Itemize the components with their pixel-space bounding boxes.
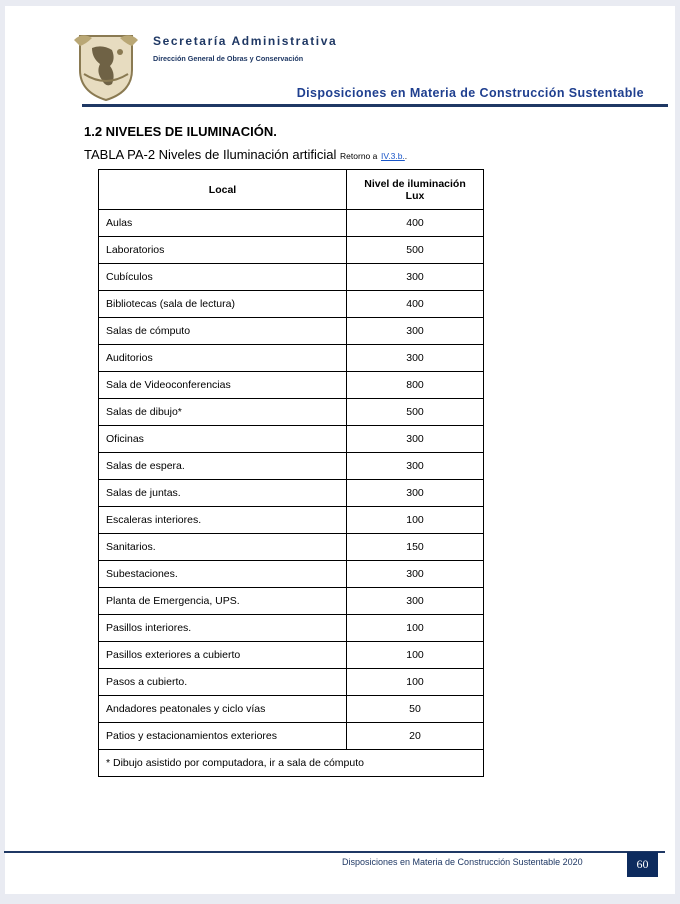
cell-local: Bibliotecas (sala de lectura) — [99, 291, 347, 318]
table-row — [99, 723, 484, 750]
cell-local: Pasillos interiores. — [99, 615, 347, 642]
table-header-row — [99, 170, 484, 210]
table-row — [99, 291, 484, 318]
table-row — [99, 642, 484, 669]
footer-text: Disposiciones en Materia de Construcción Sustentable 2020 — [342, 857, 583, 867]
cell-local: Oficinas — [99, 426, 347, 453]
table-row — [99, 669, 484, 696]
table-footnote: * Dibujo asistido por computadora, ir a sala de cómputo — [99, 750, 484, 777]
cell-lux: 20 — [347, 723, 484, 750]
table-row — [99, 237, 484, 264]
cell-lux: 400 — [347, 210, 484, 237]
cell-local: Cubículos — [99, 264, 347, 291]
cell-lux: 50 — [347, 696, 484, 723]
table-row — [99, 372, 484, 399]
cell-local: Planta de Emergencia, UPS. — [99, 588, 347, 615]
cell-lux: 300 — [347, 480, 484, 507]
table-row — [99, 318, 484, 345]
cell-lux: 100 — [347, 615, 484, 642]
caption-text: TABLA PA-2 Niveles de Iluminación artificial — [84, 147, 337, 162]
cell-local: Salas de cómputo — [99, 318, 347, 345]
cell-lux: 500 — [347, 237, 484, 264]
table-row — [99, 561, 484, 588]
table-row — [99, 534, 484, 561]
cell-local: Salas de juntas. — [99, 480, 347, 507]
table-row — [99, 210, 484, 237]
cell-local: Sanitarios. — [99, 534, 347, 561]
cell-lux: 300 — [347, 264, 484, 291]
cell-lux: 100 — [347, 507, 484, 534]
table-row — [99, 480, 484, 507]
cell-local: Sala de Videoconferencias — [99, 372, 347, 399]
footnote-row — [99, 750, 484, 777]
table-row — [99, 453, 484, 480]
table-row — [99, 399, 484, 426]
cell-local: Salas de dibujo* — [99, 399, 347, 426]
cell-lux: 400 — [347, 291, 484, 318]
org-title: Secretaría Administrativa — [153, 34, 338, 48]
cell-local: Escaleras interiores. — [99, 507, 347, 534]
cell-lux: 100 — [347, 642, 484, 669]
table-row — [99, 507, 484, 534]
illumination-table — [98, 169, 484, 777]
cell-lux: 100 — [347, 669, 484, 696]
cell-lux: 500 — [347, 399, 484, 426]
university-coat-of-arms-icon — [72, 30, 140, 102]
cell-local: Pasillos exteriores a cubierto — [99, 642, 347, 669]
section-heading: 1.2 NIVELES DE ILUMINACIÓN. — [84, 124, 277, 139]
cell-local: Laboratorios — [99, 237, 347, 264]
return-link[interactable]: IV.3.b. — [381, 151, 405, 161]
cell-local: Andadores peatonales y ciclo vías — [99, 696, 347, 723]
table-row — [99, 264, 484, 291]
cell-lux: 300 — [347, 318, 484, 345]
table-caption — [84, 147, 407, 162]
table-row — [99, 615, 484, 642]
return-period: . — [404, 151, 408, 161]
table-row — [99, 345, 484, 372]
column-header-level-line1: Nivel de iluminación — [364, 177, 466, 190]
cell-lux: 300 — [347, 426, 484, 453]
cell-lux: 300 — [347, 588, 484, 615]
return-label: Retorno a — [340, 151, 378, 161]
cell-local: Auditorios — [99, 345, 347, 372]
footer-rule — [4, 851, 665, 853]
cell-local: Aulas — [99, 210, 347, 237]
cell-local: Salas de espera. — [99, 453, 347, 480]
column-header-local: Local — [99, 170, 347, 210]
column-header-level-line2: Lux — [405, 189, 425, 202]
cell-local: Patios y estacionamientos exteriores — [99, 723, 347, 750]
header-rule — [82, 104, 668, 107]
table-row — [99, 696, 484, 723]
cell-lux: 300 — [347, 345, 484, 372]
page-number: 60 — [627, 852, 658, 877]
table-row — [99, 426, 484, 453]
column-header-level — [347, 170, 484, 210]
table-row — [99, 588, 484, 615]
cell-lux: 800 — [347, 372, 484, 399]
cell-local: Subestaciones. — [99, 561, 347, 588]
org-subtitle: Dirección General de Obras y Conservación — [153, 54, 304, 63]
cell-lux: 150 — [347, 534, 484, 561]
cell-lux: 300 — [347, 561, 484, 588]
cell-lux: 300 — [347, 453, 484, 480]
cell-local: Pasos a cubierto. — [99, 669, 347, 696]
document-title: Disposiciones en Materia de Construcción Sustentable — [296, 86, 644, 100]
